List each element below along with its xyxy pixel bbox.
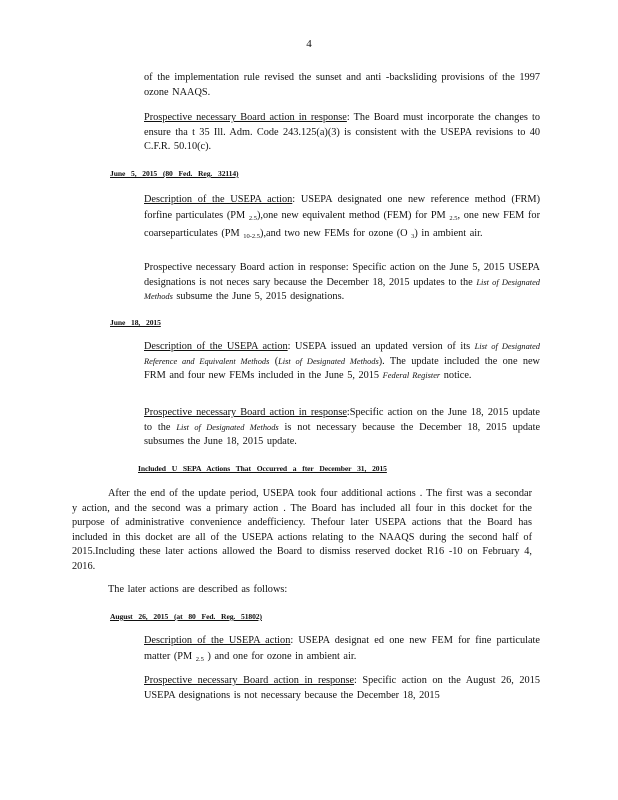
label-board-action: Prospective necessary Board action in response [144, 675, 355, 686]
label-board-action: Prospective necessary Board action in response [144, 407, 347, 418]
section-heading-later-actions: Included U SEPA Actions That Occurred a fter December 31, 2015 [138, 464, 387, 473]
section-heading-august-26: August 26, 2015 (at 80 Fed. Reg. 51802) [110, 612, 262, 621]
section-heading-june-5: June 5, 2015 (80 Fed. Reg. 32114) [110, 169, 239, 178]
label-description: Description of the USEPA action [144, 635, 291, 646]
paragraph-described: The later actions are described as follows: [108, 584, 288, 595]
page-number: 4 [306, 38, 312, 50]
paragraph-description-june-18: Description of the USEPA action: USEPA issued an updated version of its List of Designated Reference and Equivalent Methods (List of Designated Methods). The update included the one new FRM and four new FEMs included in the June 5, 2015 Federal Register notice. [144, 341, 540, 382]
paragraph-board-action-june-5: Prospective necessary Board action in response: Specific action on the June 5, 2015 USEPA designations is not neces sary because the December 18, 2015 updates to the List of Designated Methods subsume the June 5, 2015 designations. [144, 262, 540, 303]
paragraph-description-june-5: Description of the USEPA action: USEPA designated one new reference method (FRM) forfine particulates (PM $_{2.5}$),one new equivalent method (FEM) for PM $_{2.5}$, one new FEM for coarseparticulates (PM $_{10-2.5}$),and two new FEMs for ozone (O $_3$) in ambient air. [144, 194, 541, 240]
section-heading-june-18: June 18, 2015 [110, 318, 161, 327]
label-board-action: Prospective necessary Board action in response [144, 112, 347, 123]
paragraph-description-august-26: Description of the USEPA action: USEPA designat ed one new FEM for fine particulate matter (PM $_{2.5}$ ) and one for ozone in ambient air. [144, 635, 540, 663]
paragraph-later-actions: After the end of the update period, USEPA took four additional actions . The first was a secondar y action, and the second was a primary action . The Board has included all four in this docket for the purpose of administrative convenience andefficiency. Thefour later USEPA actions that the Board has included in this docket are all of the USEPA actions relating to the NAAQS during the second half of 2015.Including these later actions allowed the Board to dismiss reserved docket R16 -10 on February 4, 2016. [72, 488, 532, 572]
label-description: Description of the USEPA action [144, 341, 288, 352]
paragraph-board-action-june-18: Prospective necessary Board action in response:Specific action on the June 18, 2015 update to the List of Designated Methods is not necessary because the December 18, 2015 update subsumes the June 18, 2015 update. [144, 407, 541, 448]
label-board-action: Prospective necessary Board action in response [144, 262, 346, 273]
paragraph-continuation: of the implementation rule revised the sunset and anti -backsliding provisions of the 1997 ozone NAAQS. [144, 72, 540, 98]
label-description: Description of the USEPA action [144, 194, 293, 205]
paragraph-board-action-1 [144, 111, 540, 155]
paragraph-board-action-august-26: Prospective necessary Board action in response: Specific action on the August 26, 2015 USEPA designations is not necessary because the December 18, 2015 [144, 675, 540, 701]
paragraph-text: : The Board must incorporate the changes to ensure tha t 35 Ill. Adm. Code 243.125(a)(3) is consistent with the USEPA revisions to 40 C.F.R. 50.10(c). [144, 112, 541, 153]
